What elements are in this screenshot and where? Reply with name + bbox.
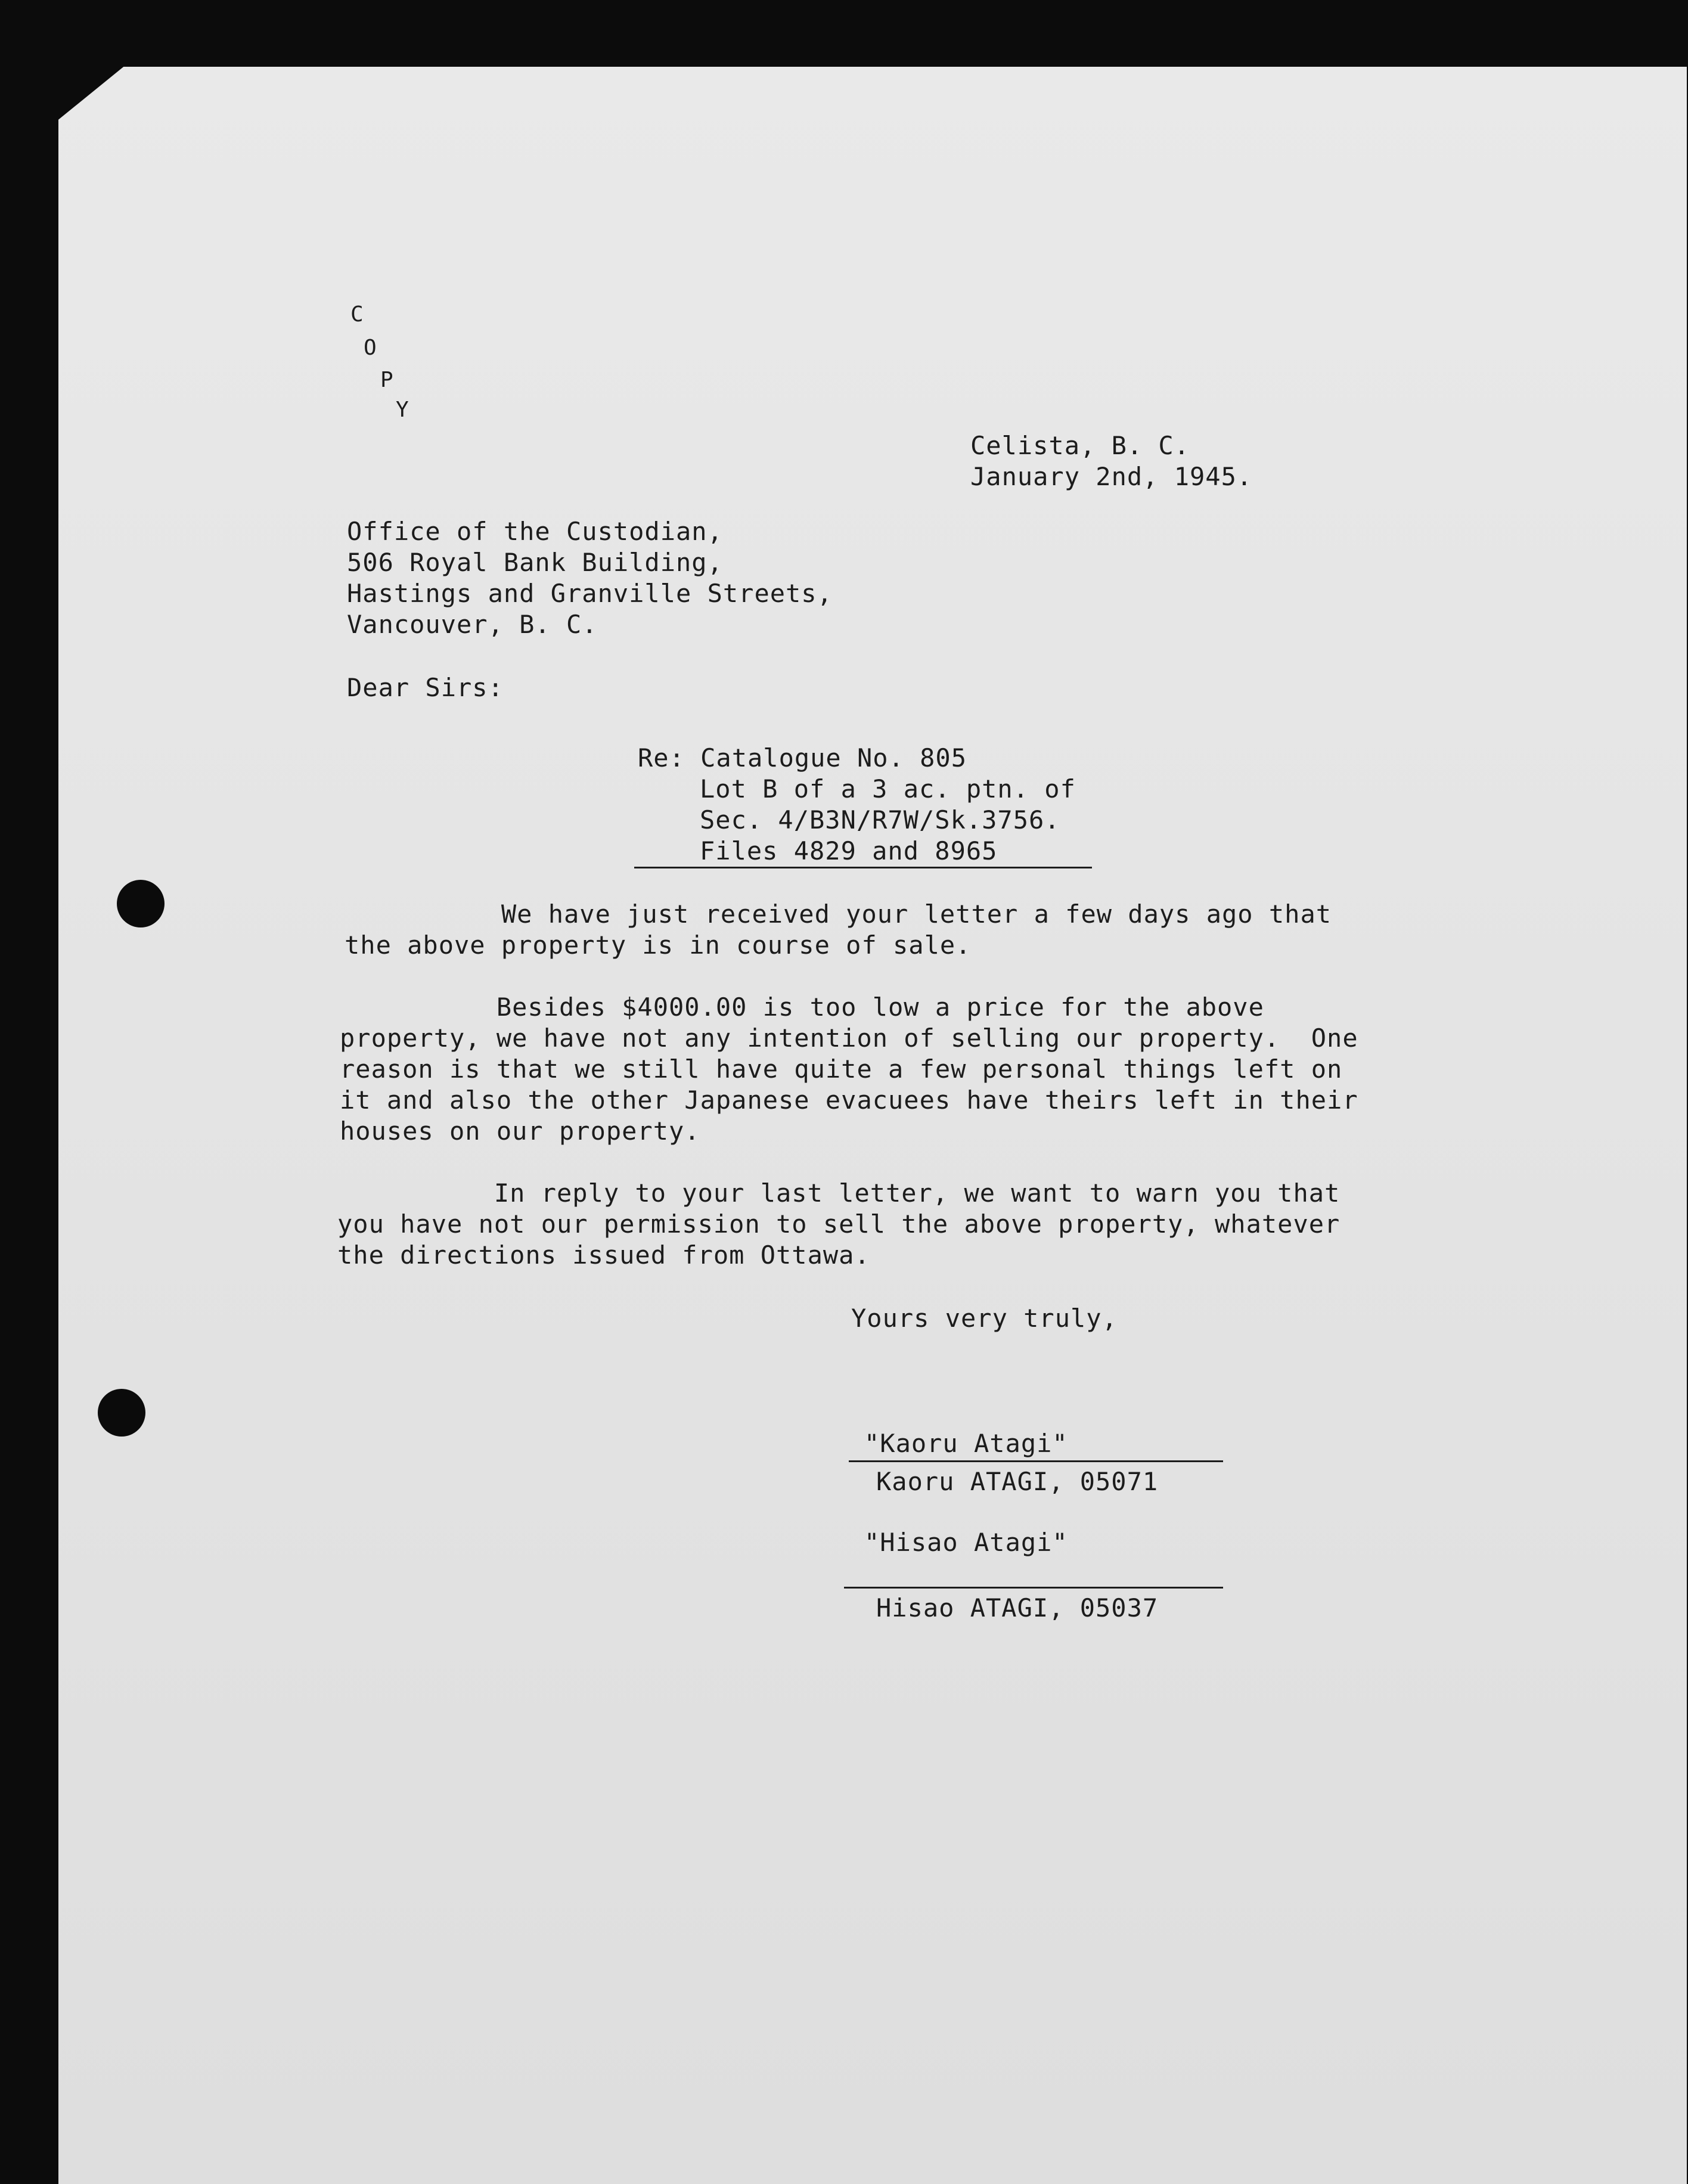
recipient-line-4: Vancouver, B. C.: [347, 610, 598, 639]
paragraph-3-line-3: the directions issued from Ottawa.: [337, 1240, 870, 1270]
punch-hole-bottom: [98, 1389, 145, 1437]
salutation: Dear Sirs:: [347, 673, 504, 702]
letter-date: January 2nd, 1945.: [970, 462, 1253, 491]
reference-underline: [634, 867, 1092, 868]
paragraph-3-line-2: you have not our permission to sell the above property, whatever: [337, 1209, 1341, 1239]
paragraph-3-line-1: In reply to your last letter, we want to warn you that: [337, 1178, 1341, 1208]
reference-line-2: Lot B of a 3 ac. ptn. of: [700, 774, 1076, 804]
reference-line-4: Files 4829 and 8965: [700, 836, 998, 865]
reference-line-3: Sec. 4/B3N/R7W/Sk.3756.: [700, 805, 1060, 834]
paragraph-2-line-3: reason is that we still have quite a few personal things left on: [340, 1054, 1343, 1084]
recipient-line-2: 506 Royal Bank Building,: [347, 548, 723, 577]
punch-hole-top: [117, 880, 165, 927]
paragraph-2-line-5: houses on our property.: [340, 1116, 700, 1146]
signature-1-line: [849, 1460, 1223, 1462]
signature-2-line: [844, 1587, 1223, 1589]
signature-2-typed: Hisao ATAGI, 05037: [876, 1593, 1159, 1623]
copy-mark-y: Y: [396, 398, 409, 422]
paragraph-2-line-1: Besides $4000.00 is too low a price for the above: [340, 992, 1264, 1022]
paragraph-2-line-4: it and also the other Japanese evacuees have theirs left in their: [340, 1085, 1358, 1115]
recipient-line-1: Office of the Custodian,: [347, 517, 723, 546]
letter-page: [58, 67, 1687, 2184]
copy-mark-o: O: [364, 336, 377, 360]
copy-mark-p: P: [380, 368, 393, 392]
paragraph-1-line-1: We have just received your letter a few days ago that: [345, 899, 1332, 929]
paragraph-1-line-2: the above property is in course of sale.: [345, 930, 972, 960]
copy-mark-c: C: [350, 302, 364, 327]
closing: Yours very truly,: [851, 1304, 1118, 1333]
signature-2-quoted: "Hisao Atagi": [864, 1528, 1068, 1557]
paragraph-2-line-2: property, we have not any intention of selling our property. One: [340, 1023, 1358, 1053]
signature-1-typed: Kaoru ATAGI, 05071: [876, 1467, 1159, 1496]
recipient-line-3: Hastings and Granville Streets,: [347, 579, 833, 608]
signature-1-quoted: "Kaoru Atagi": [864, 1429, 1068, 1458]
letter-place: Celista, B. C.: [970, 431, 1190, 460]
reference-line-1: Re: Catalogue No. 805: [638, 743, 967, 773]
